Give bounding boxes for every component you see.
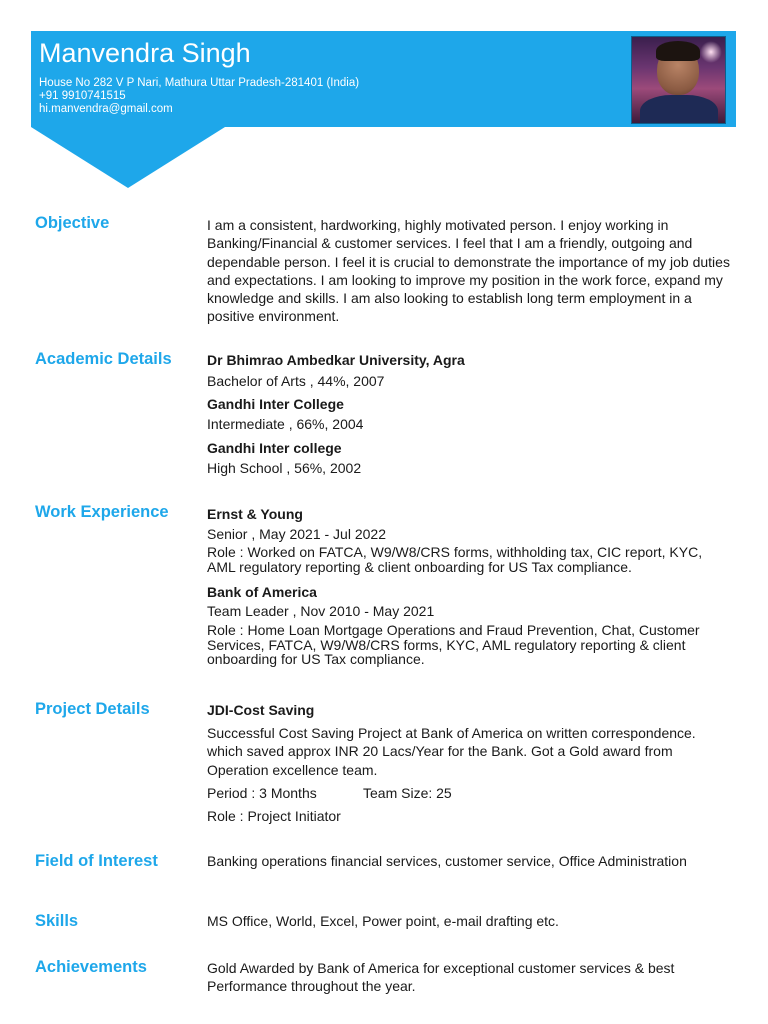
objective-heading: Objective — [35, 214, 110, 232]
academic-detail: Bachelor of Arts , 44%, 2007 — [207, 373, 385, 389]
work-company: Bank of America — [207, 584, 317, 600]
project-name: JDI-Cost Saving — [207, 702, 315, 718]
work-role: Role : Worked on FATCA, W9/W8/CRS forms, withholding tax, CIC report, KYC, AML regulatory reporting & client onboarding for US Tax compliance. — [207, 544, 703, 575]
interest-heading: Field of Interest — [35, 852, 158, 870]
project-description: Successful Cost Saving Project at Bank of America on written correspondence. which saved approx INR 20 Lacs/Year for the Bank. Got a Gold award from Operation excellence team. — [207, 725, 696, 778]
academic-detail: Intermediate , 66%, 2004 — [207, 416, 364, 432]
email: hi.manvendra@gmail.com — [39, 103, 173, 115]
academic-institution: Gandhi Inter College — [207, 396, 344, 412]
project-period: Period : 3 Months — [207, 785, 317, 801]
contact-block — [39, 77, 359, 116]
work-company: Ernst & Young — [207, 506, 303, 522]
project-team-size: Team Size: 25 — [363, 785, 452, 801]
skills-heading: Skills — [35, 912, 79, 930]
objective-text: I am a consistent, hardworking, highly motivated person. I enjoy working in Banking/Financial & customer services. I feel that I am a friendly, outgoing and dependable person. I feel it is crucial to demonstrate the importance of my job duties and expectations. I am looking to improve my position in the work force, expand my knowledge and skills. I am also looking to establish long term employment in a positive environment. — [207, 217, 730, 325]
interest-text: Banking operations financial services, customer service, Office Administration — [207, 853, 687, 869]
work-role: Role : Home Loan Mortgage Operations and Fraud Prevention, Chat, Customer Services, FATCA, W9/W8/CRS forms, KYC, AML regulatory reporting & client onboarding for US Tax compliance. — [207, 622, 700, 667]
academic-institution: Gandhi Inter college — [207, 440, 342, 456]
header-arrow — [31, 127, 225, 188]
work-position: Senior , May 2021 - Jul 2022 — [207, 526, 386, 542]
project-heading: Project Details — [35, 700, 150, 718]
achievements-text: Gold Awarded by Bank of America for exceptional customer services & best Performance throughout the year. — [207, 960, 675, 995]
profile-photo — [631, 36, 726, 124]
address: House No 282 V P Nari, Mathura Uttar Pradesh-281401 (India) — [39, 77, 360, 89]
work-heading: Work Experience — [35, 503, 169, 521]
academic-detail: High School , 56%, 2002 — [207, 460, 362, 476]
project-role: Role : Project Initiator — [207, 808, 341, 824]
phone: +91 9910741515 — [39, 90, 126, 102]
candidate-name: Manvendra Singh — [39, 38, 251, 68]
work-position: Team Leader , Nov 2010 - May 2021 — [207, 603, 435, 619]
academic-institution: Dr Bhimrao Ambedkar University, Agra — [207, 352, 465, 368]
achievements-heading: Achievements — [35, 958, 147, 976]
skills-text: MS Office, World, Excel, Power point, e-mail drafting etc. — [207, 913, 559, 929]
academic-heading: Academic Details — [35, 350, 172, 368]
